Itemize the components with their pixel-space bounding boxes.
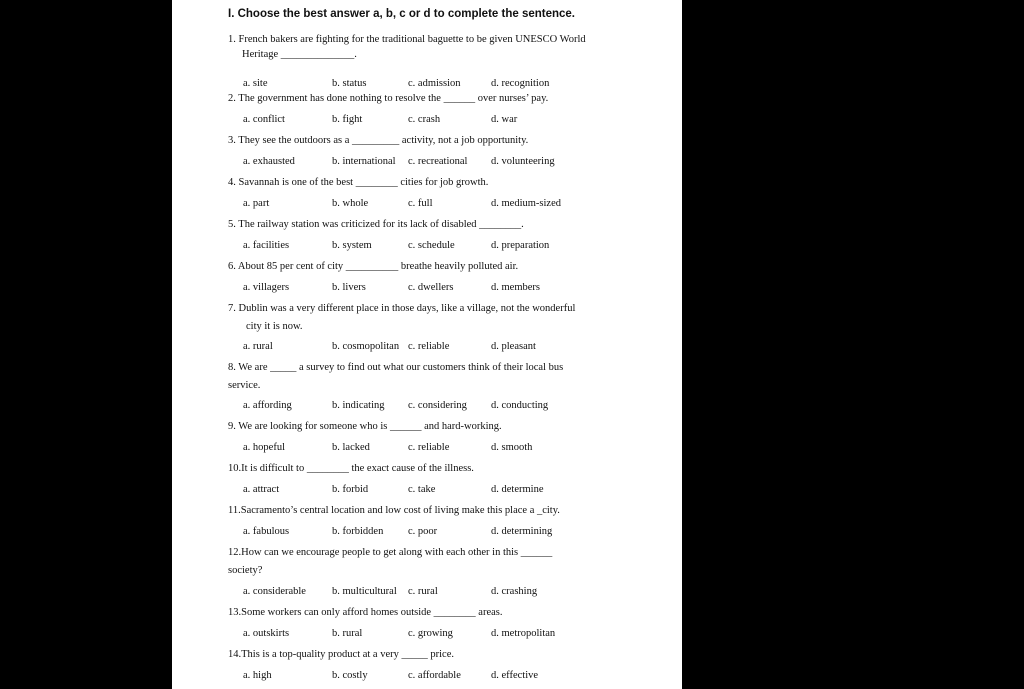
answer-options [243,397,626,411]
answer-option-c[interactable]: c. poor [408,526,438,537]
answer-options [243,195,626,209]
answer-option-a[interactable]: a. outskirts [243,628,290,639]
question-text: 8. We are _____ a survey to find out what our customers think of their local bus [228,362,564,373]
answer-options [243,279,626,293]
answer-option-b[interactable]: b. status [332,78,367,89]
answer-options [243,583,626,597]
question-text: service. [228,380,261,391]
answer-option-c[interactable]: c. take [408,484,436,495]
answer-option-d[interactable]: d. smooth [491,442,533,453]
answer-option-a[interactable]: a. affording [243,400,292,411]
answer-option-b[interactable]: b. indicating [332,400,385,411]
answer-option-c[interactable]: c. reliable [408,442,450,453]
answer-option-b[interactable]: b. system [332,240,372,251]
answer-option-b[interactable]: b. whole [332,198,369,209]
answer-options [243,237,626,251]
answer-option-d[interactable]: d. pleasant [491,341,536,352]
answer-option-d[interactable]: d. metropolitan [491,628,556,639]
answer-option-a[interactable]: a. part [243,198,270,209]
answer-option-a[interactable]: a. fabulous [243,526,290,537]
question-text: 9. We are looking for someone who is ______ and hard-working. [228,421,502,432]
answer-option-a[interactable]: a. attract [243,484,280,495]
answer-option-d[interactable]: d. effective [491,670,539,681]
answer-option-a[interactable]: a. exhausted [243,156,295,167]
question-text: 3. They see the outdoors as a _________ activity, not a job opportunity. [228,135,529,146]
answer-option-d[interactable]: d. crashing [491,586,538,597]
exercise-heading: I. Choose the best answer a, b, c or d to complete the sentence. [228,8,575,20]
answer-option-d[interactable]: d. volunteering [491,156,555,167]
answer-option-c[interactable]: c. recreational [408,156,468,167]
answer-option-d[interactable]: d. recognition [491,78,550,89]
answer-option-d[interactable]: d. determine [491,484,544,495]
question-text: city it is now. [246,321,303,332]
answer-option-b[interactable]: b. lacked [332,442,370,453]
answer-option-c[interactable]: c. admission [408,78,461,89]
answer-option-d[interactable]: d. medium-sized [491,198,561,209]
worksheet-page [172,0,682,689]
answer-option-c[interactable]: c. schedule [408,240,455,251]
answer-option-b[interactable]: b. forbid [332,484,369,495]
question-text: 2. The government has done nothing to resolve the ______ over nurses’ pay. [228,93,549,104]
answer-options [243,439,626,453]
answer-option-b[interactable]: b. multicultural [332,586,397,597]
answer-option-a[interactable]: a. high [243,670,272,681]
question-text: 10.It is difficult to ________ the exact cause of the illness. [228,463,474,474]
question-text: 13.Some workers can only afford homes outside ________ areas. [228,607,503,618]
question-text: 12.How can we encourage people to get along with each other in this ______ [228,547,553,558]
answer-option-d[interactable]: d. conducting [491,400,549,411]
answer-option-a[interactable]: a. villagers [243,282,290,293]
answer-option-d[interactable]: d. members [491,282,540,293]
answer-option-c[interactable]: c. considering [408,400,467,411]
answer-option-c[interactable]: c. crash [408,114,441,125]
question-text: society? [228,565,263,576]
answer-option-a[interactable]: a. conflict [243,114,285,125]
answer-option-d[interactable]: d. war [491,114,518,125]
question-text: 1. French bakers are fighting for the traditional baguette to be given UNESCO World [228,34,586,45]
answer-option-d[interactable]: d. determining [491,526,553,537]
answer-option-c[interactable]: c. reliable [408,341,450,352]
answer-option-c[interactable]: c. full [408,198,433,209]
answer-option-b[interactable]: b. forbidden [332,526,384,537]
answer-option-c[interactable]: c. dwellers [408,282,454,293]
answer-options [243,338,626,352]
answer-option-b[interactable]: b. livers [332,282,366,293]
answer-options [243,111,626,125]
answer-option-b[interactable]: b. international [332,156,396,167]
question-text: 14.This is a top-quality product at a very _____ price. [228,649,454,660]
question-text: 7. Dublin was a very different place in those days, like a village, not the wonderful [228,303,576,314]
answer-option-a[interactable]: a. hopeful [243,442,285,453]
answer-options [243,75,626,89]
answer-option-a[interactable]: a. facilities [243,240,290,251]
question-text: 4. Savannah is one of the best ________ cities for job growth. [228,177,489,188]
question-text: 5. The railway station was criticized for its lack of disabled ________. [228,219,524,230]
answer-options [243,153,626,167]
answer-option-a[interactable]: a. rural [243,341,273,352]
answer-option-c[interactable]: c. affordable [408,670,461,681]
answer-option-a[interactable]: a. considerable [243,586,306,597]
question-text: 11.Sacramento’s central location and low cost of living make this place a _city. [228,505,560,516]
answer-options [243,625,626,639]
answer-option-b[interactable]: b. costly [332,670,368,681]
answer-option-b[interactable]: b. fight [332,114,363,125]
answer-options [243,523,626,537]
question-text: 6. About 85 per cent of city __________ breathe heavily polluted air. [228,261,519,272]
answer-option-c[interactable]: c. rural [408,586,438,597]
answer-option-d[interactable]: d. preparation [491,240,550,251]
answer-option-b[interactable]: b. rural [332,628,363,639]
answer-options [243,667,626,681]
answer-option-a[interactable]: a. site [243,78,268,89]
question-text: Heritage ______________. [242,49,357,60]
answer-option-c[interactable]: c. growing [408,628,453,639]
answer-option-b[interactable]: b. cosmopolitan [332,341,400,352]
answer-options [243,481,626,495]
